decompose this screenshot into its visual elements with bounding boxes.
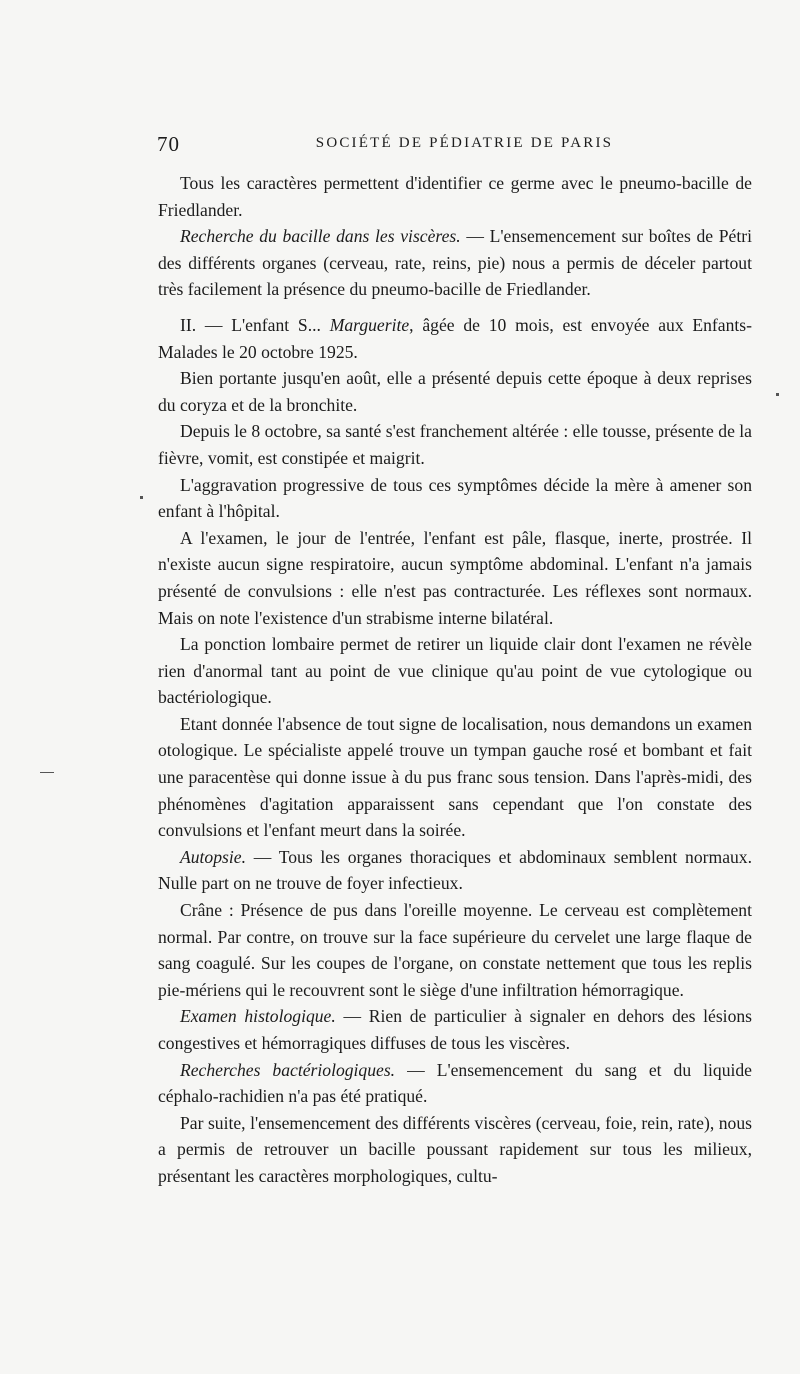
- section-label: Examen histologique.: [180, 1006, 336, 1027]
- paragraph: Bien portante jusqu'en août, elle a présenté depuis cette époque à deux reprises du coryza et de la bronchite.: [158, 368, 752, 415]
- paragraph-text: , âgée de 10 mois, est envoyée aux Enfants-Malades le 20 octobre 1925.: [158, 314, 752, 362]
- section-label: Recherche du bacille dans les viscères.: [180, 226, 461, 247]
- paragraph: Par suite, l'ensemencement des différents viscères (cerveau, foie, rein, rate), nous a permis de retrouver un bacille poussant rapidement sur tous les milieux, présentant les caractères morphologiques, cultu-: [158, 1112, 752, 1186]
- paragraph: La ponction lombaire permet de retirer un liquide clair dont l'examen ne révèle rien d'anormal tant au point de vue clinique qu'au point de vue cytologique ou bactériologique.: [158, 634, 752, 708]
- margin-dot: [776, 393, 779, 396]
- paragraph: [158, 1003, 752, 1056]
- page-number: 70: [157, 132, 180, 156]
- paragraph: [158, 223, 752, 303]
- case-heading-paragraph: [158, 312, 752, 365]
- case-number: II. — L'enfant S...: [180, 314, 330, 335]
- margin-dot: [140, 496, 143, 499]
- paragraph: Depuis le 8 octobre, sa santé s'est franchement altérée : elle tousse, présente de la fièvre, vomit, est constipée et maigrit.: [158, 421, 752, 468]
- paragraph: Tous les caractères permettent d'identifier ce germe avec le pneumo-bacille de Friedlander.: [158, 173, 752, 220]
- paragraph-text: — L'ensemencement du sang et du liquide céphalo-rachidien n'a pas été pratiqué.: [158, 1059, 752, 1107]
- paragraph: [158, 844, 752, 897]
- paragraph: Etant donnée l'absence de tout signe de localisation, nous demandons un examen otologique. Le spécialiste appelé trouve un tympan gauche rosé et bombant et fait une paracentèse qui donne issue à du pus franc sous tension. Dans l'après-midi, des phénomènes d'agitation apparaissent sans cependant que l'on constate des convulsions et l'enfant meurt dans la soirée.: [158, 713, 752, 841]
- section-label: Autopsie.: [180, 846, 246, 867]
- paragraph-text: — L'ensemencement sur boîtes de Pétri des différents organes (cerveau, rate, reins, pie) nous a permis de déceler partout très facilement la présence du pneumo-bacille de Friedlander.: [158, 226, 752, 300]
- page-header: [157, 132, 752, 160]
- body-text: [158, 170, 752, 1190]
- paragraph: L'aggravation progressive de tous ces symptômes décide la mère à amener son enfant à l'hôpital.: [158, 474, 752, 522]
- paragraph: Crâne : Présence de pus dans l'oreille moyenne. Le cerveau est complètement normal. Par contre, on trouve sur la face supérieure du cervelet une large flaque de sang coagulé. Sur les coupes de l'organe, on constate nettement que tous les replis pie-mériens qui le recouvrent sont le siège d'une infiltration hémorragique.: [158, 900, 752, 1000]
- margin-dash: [40, 772, 54, 773]
- section-label: Recherches bactériologiques.: [180, 1059, 396, 1080]
- patient-name: Marguerite: [329, 314, 410, 335]
- paragraph-text: — Rien de particulier à signaler en dehors des lésions congestives et hémorragiques diffuses de tous les viscères.: [158, 1006, 753, 1053]
- paragraph-text: — Tous les organes thoraciques et abdominaux semblent normaux. Nulle part on ne trouve de foyer infectieux.: [158, 846, 752, 894]
- paragraph: A l'examen, le jour de l'entrée, l'enfant est pâle, flasque, inerte, prostrée. Il n'existe aucun signe respiratoire, aucun symptôme abdominal. L'enfant n'a jamais présenté de convulsions : elle n'est pas contracturée. Les réflexes sont normaux. Mais on note l'existence d'un strabisme interne bilatéral.: [158, 527, 752, 628]
- running-title: SOCIÉTÉ DE PÉDIATRIE DE PARIS: [315, 135, 614, 151]
- paragraph: [158, 1057, 752, 1110]
